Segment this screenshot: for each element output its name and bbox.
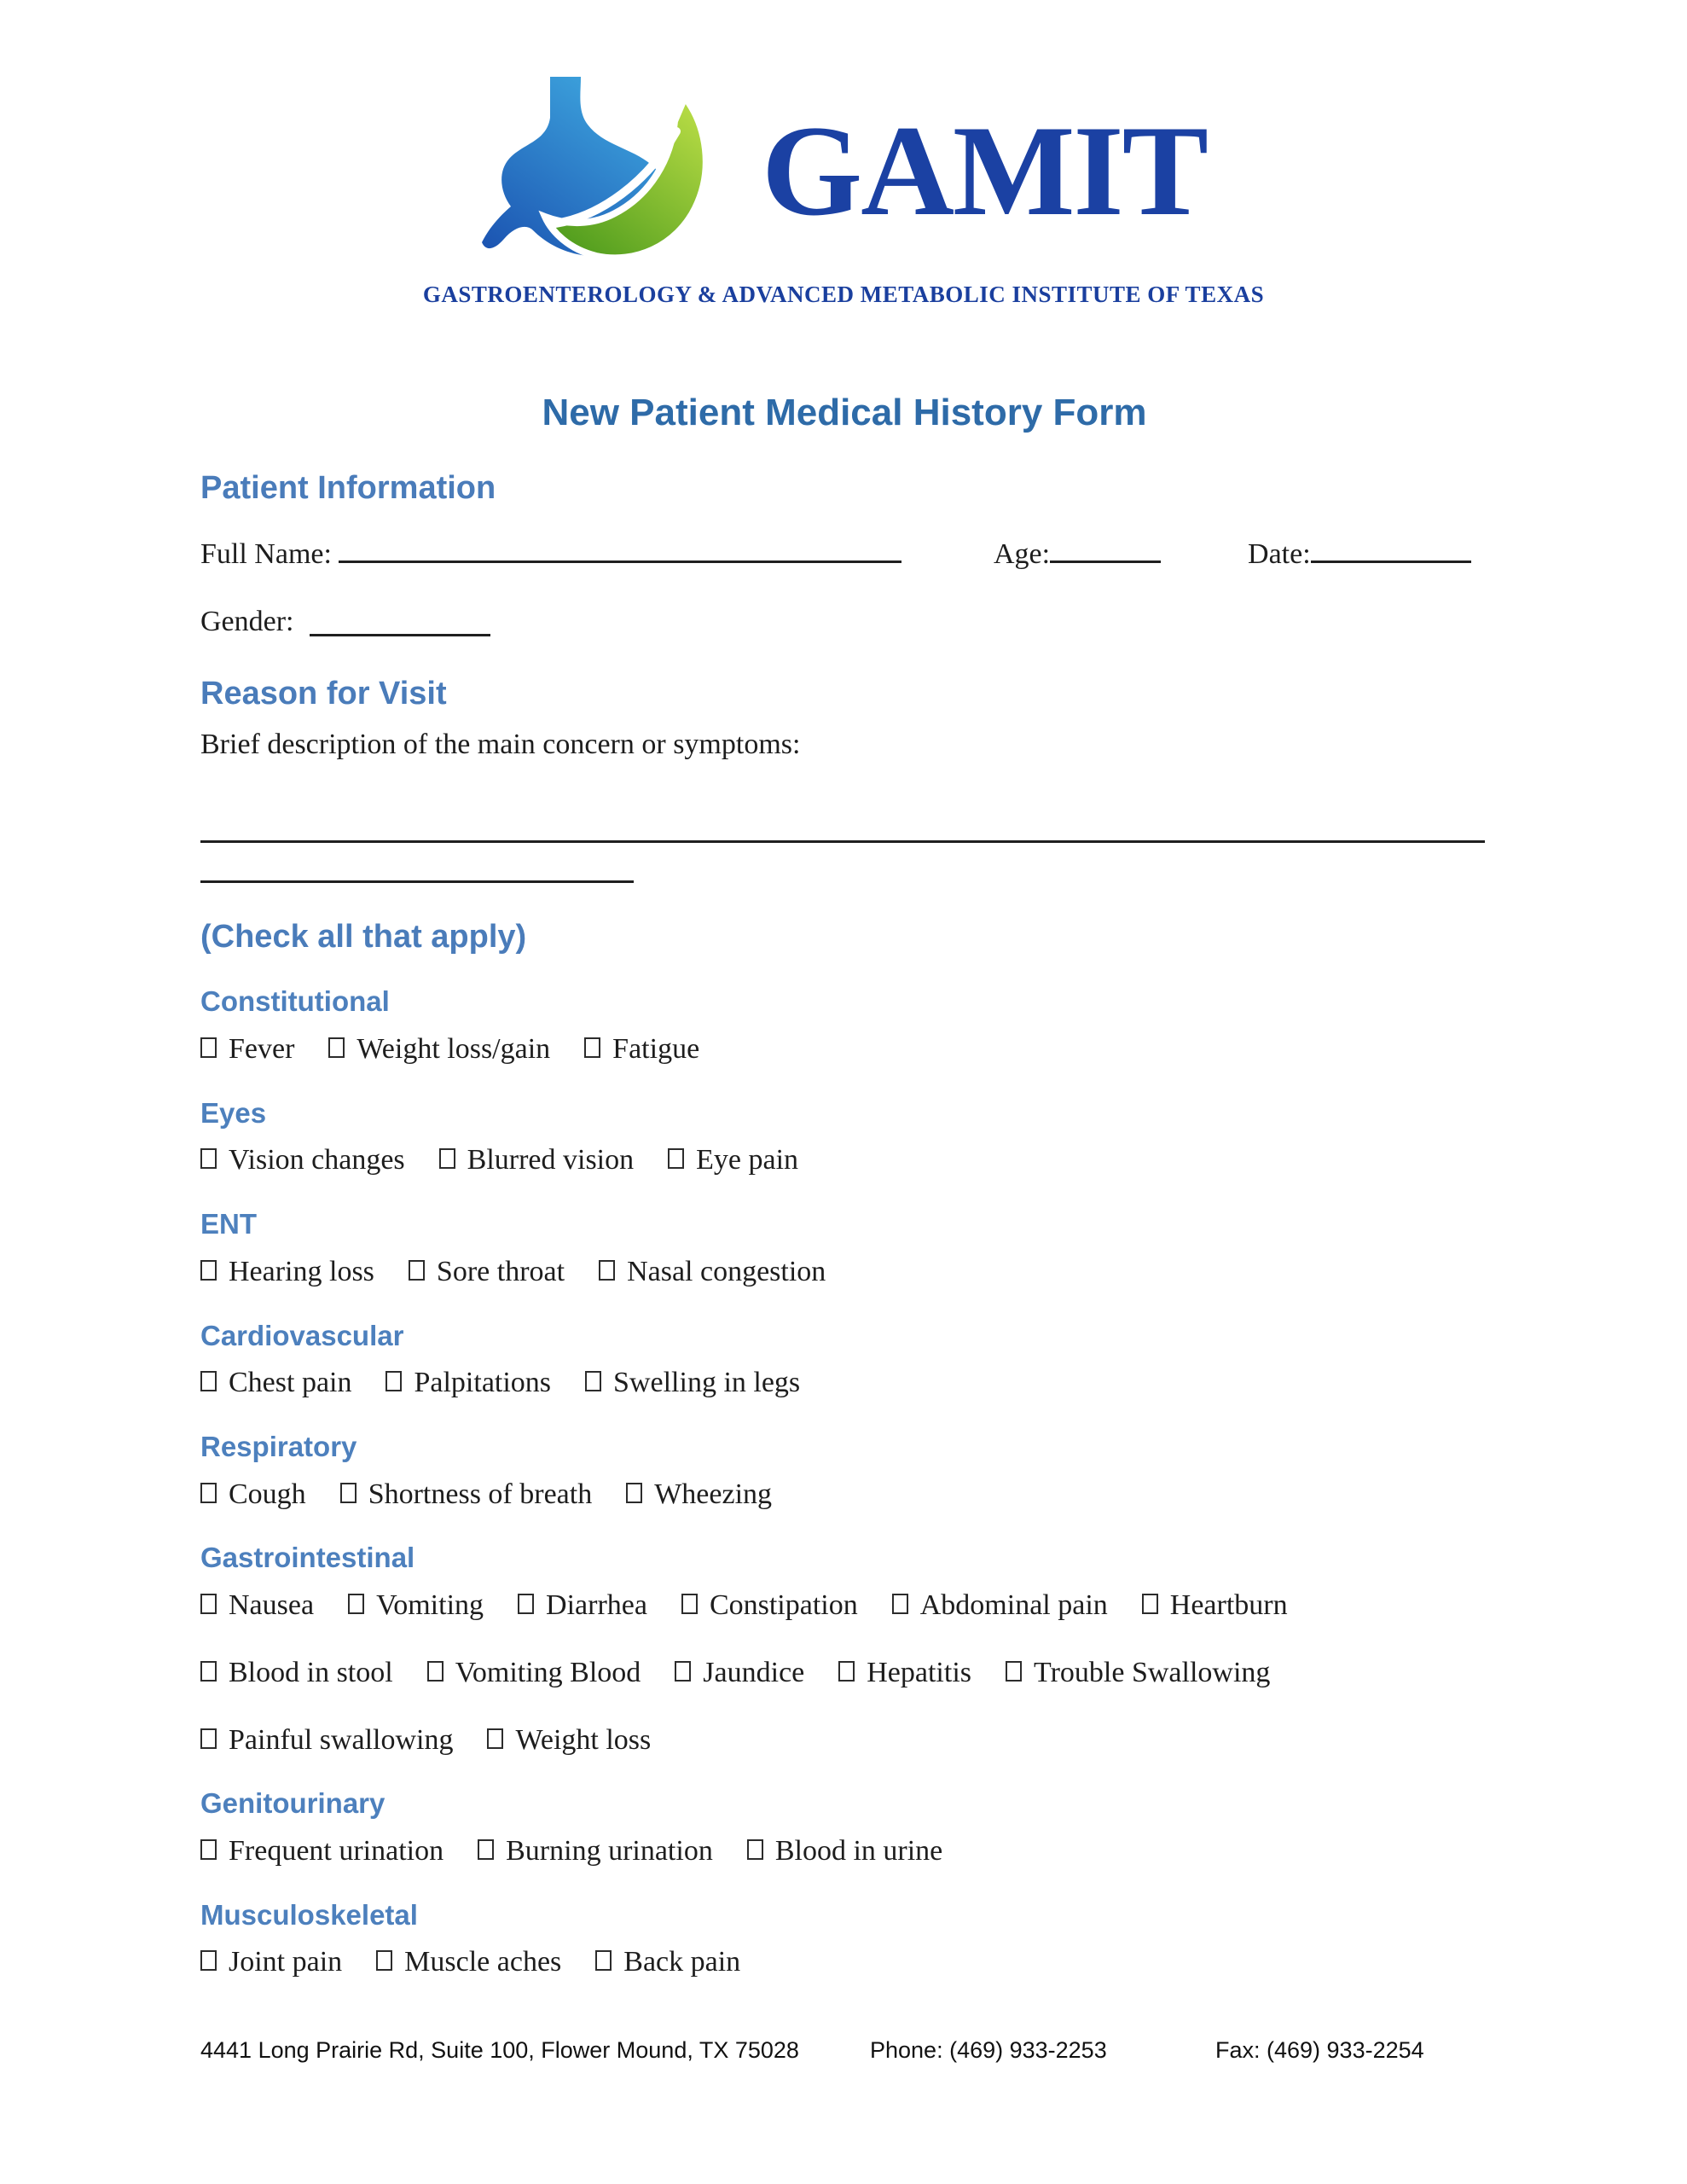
form-title: New Patient Medical History Form [542, 392, 1147, 433]
checkbox-item[interactable] [668, 1143, 798, 1178]
checkbox-label: Weight loss [515, 1723, 652, 1756]
checkbox-row [200, 1945, 1488, 1980]
checkbox-item[interactable] [340, 1478, 593, 1513]
symptom-section [200, 1898, 1488, 1980]
checkbox-item[interactable] [1142, 1589, 1288, 1623]
checkbox[interactable] [200, 1839, 217, 1860]
checkbox-label: Abdominal pain [919, 1589, 1108, 1621]
checkbox-item[interactable] [348, 1589, 484, 1623]
checkbox[interactable] [599, 1260, 615, 1281]
checkbox[interactable] [1006, 1661, 1022, 1682]
checkbox-item[interactable] [681, 1589, 858, 1623]
checkbox[interactable] [340, 1483, 357, 1503]
symptom-section-heading: ENT [200, 1208, 257, 1240]
checkbox-label: Vomiting Blood [455, 1656, 641, 1688]
logo-tagline: GASTROENTEROLOGY & ADVANCED METABOLIC INSTITUTE OF TEXAS [422, 282, 1265, 307]
checkbox-row [200, 1366, 1488, 1401]
symptom-section-heading: Respiratory [200, 1430, 357, 1462]
reason-prompt: Brief description of the main concern or symptoms: [200, 728, 801, 760]
checkbox-item[interactable] [585, 1366, 800, 1401]
checkbox[interactable] [200, 1037, 217, 1058]
checkbox-label: Wheezing [654, 1478, 773, 1510]
checkbox-item[interactable] [386, 1366, 551, 1401]
checkbox[interactable] [668, 1148, 684, 1169]
checkbox-label: Blurred vision [467, 1144, 635, 1176]
reason-write-line-1[interactable] [200, 840, 1485, 843]
checkbox-label: Vomiting [376, 1589, 484, 1621]
symptom-section [200, 985, 1488, 1066]
full-name-label: Full Name: [200, 538, 332, 570]
symptom-section [200, 1786, 1488, 1868]
clinic-logo [0, 0, 1687, 308]
checkbox-row [200, 1589, 1488, 1623]
checkbox[interactable] [200, 1661, 217, 1682]
checkbox[interactable] [409, 1260, 425, 1281]
checkbox-item[interactable] [675, 1656, 804, 1691]
checkbox-item[interactable] [518, 1589, 647, 1623]
reason-for-visit-heading: Reason for Visit [200, 675, 447, 712]
checkbox[interactable] [478, 1839, 494, 1860]
checkbox-item[interactable] [376, 1945, 561, 1980]
checkbox-label: Jaundice [703, 1656, 805, 1688]
checkbox[interactable] [487, 1728, 503, 1749]
checkbox-item[interactable] [200, 1366, 351, 1401]
symptom-section [200, 1319, 1488, 1401]
checkbox[interactable] [200, 1148, 217, 1169]
checkbox[interactable] [200, 1483, 217, 1503]
checkbox-label: Nasal congestion [627, 1255, 826, 1287]
symptom-section-heading: Eyes [200, 1096, 267, 1129]
checkbox-row [200, 1032, 1488, 1067]
checkbox-label: Palpitations [414, 1367, 552, 1399]
checkbox-label: Muscle aches [404, 1946, 562, 1978]
checkbox-label: Painful swallowing [229, 1723, 454, 1756]
checkbox-label: Joint pain [229, 1946, 343, 1978]
checkbox[interactable] [200, 1950, 217, 1971]
checkbox-label: Shortness of breath [368, 1478, 593, 1510]
checkbox-row [200, 1723, 1488, 1758]
checkbox-item[interactable] [200, 1945, 342, 1980]
checkbox-label: Fever [229, 1032, 295, 1065]
checkbox-item[interactable] [595, 1945, 740, 1980]
checkbox[interactable] [626, 1483, 642, 1503]
checkbox-label: Constipation [709, 1589, 858, 1621]
checkbox-label: Chest pain [229, 1367, 352, 1399]
checkbox[interactable] [200, 1594, 217, 1614]
checkbox[interactable] [1142, 1594, 1158, 1614]
checkbox-item[interactable] [478, 1834, 713, 1869]
checkbox[interactable] [675, 1661, 691, 1682]
name-age-date-row [200, 532, 1488, 572]
symptom-section [200, 1096, 1488, 1178]
checkbox-item[interactable] [200, 1656, 393, 1691]
checkbox-item[interactable] [626, 1478, 772, 1513]
checkbox-item[interactable] [409, 1255, 565, 1290]
checkbox-label: Heartburn [1169, 1589, 1288, 1621]
footer-address: 4441 Long Prairie Rd, Suite 100, Flower Mound, TX 75028 [200, 2037, 799, 2063]
symptom-section-heading: Constitutional [200, 985, 390, 1018]
checkbox-item[interactable] [439, 1143, 634, 1178]
checkbox-label: Weight loss/gain [357, 1032, 551, 1065]
date-field[interactable] [1311, 532, 1471, 563]
checkbox-item[interactable] [200, 1834, 443, 1869]
footer [200, 2037, 1488, 2071]
checkbox[interactable] [439, 1148, 455, 1169]
symptom-section [200, 1430, 1488, 1512]
stomach-leaf-icon [480, 73, 736, 268]
checkbox-label: Frequent urination [229, 1834, 444, 1867]
checkbox-item[interactable] [838, 1656, 971, 1691]
checkbox-label: Hepatitis [867, 1656, 972, 1688]
checkbox[interactable] [838, 1661, 855, 1682]
checkbox-label: Burning urination [506, 1834, 713, 1867]
checkbox-label: Sore throat [436, 1255, 565, 1287]
checkbox[interactable] [518, 1594, 534, 1614]
symptom-section [200, 1207, 1488, 1289]
checkbox-label: Back pain [623, 1946, 741, 1978]
checkbox-label: Swelling in legs [613, 1367, 801, 1399]
checkbox-label: Blood in stool [229, 1656, 393, 1688]
checkbox[interactable] [376, 1950, 392, 1971]
age-label: Age: [993, 538, 1051, 570]
checkbox-item[interactable] [200, 1255, 374, 1290]
checkbox-row [200, 1656, 1488, 1691]
footer-fax: Fax: (469) 933-2254 [1215, 2037, 1424, 2063]
checkbox-item[interactable] [487, 1723, 651, 1758]
checkbox-label: Diarrhea [546, 1589, 647, 1621]
symptom-sections [200, 985, 1488, 1980]
checkbox-item[interactable] [747, 1834, 942, 1869]
age-field[interactable] [1050, 532, 1161, 563]
patient-information-heading: Patient Information [200, 470, 496, 506]
checkbox[interactable] [386, 1371, 402, 1391]
checkbox-item[interactable] [599, 1255, 826, 1290]
checkbox-label: Cough [229, 1478, 306, 1510]
checkbox[interactable] [200, 1371, 217, 1391]
checkbox-item[interactable] [892, 1589, 1108, 1623]
checkbox-item[interactable] [200, 1032, 294, 1067]
checkbox[interactable] [584, 1037, 600, 1058]
symptom-section [200, 1541, 1488, 1757]
gender-row [200, 605, 1488, 640]
checkbox-label: Nausea [229, 1589, 315, 1621]
checkbox[interactable] [348, 1594, 364, 1614]
checkbox-item[interactable] [200, 1143, 405, 1178]
checkbox-item[interactable] [328, 1032, 550, 1067]
checkbox[interactable] [200, 1260, 217, 1281]
checkbox-item[interactable] [427, 1656, 641, 1691]
symptom-section-heading: Genitourinary [200, 1787, 386, 1820]
checkbox[interactable] [585, 1371, 601, 1391]
checkbox-row [200, 1255, 1488, 1290]
checkbox-label: Hearing loss [229, 1255, 374, 1287]
checkbox-item[interactable] [200, 1723, 453, 1758]
checkbox-label: Trouble Swallowing [1034, 1656, 1271, 1688]
symptom-section-heading: Cardiovascular [200, 1319, 404, 1351]
checkbox-item[interactable] [584, 1032, 699, 1067]
reason-write-line-2[interactable] [200, 880, 634, 883]
symptom-section-heading: Gastrointestinal [200, 1542, 415, 1574]
logo-wordmark: GAMIT [762, 99, 1207, 242]
checkbox[interactable] [200, 1728, 217, 1749]
checkbox-row [200, 1478, 1488, 1513]
gender-label: Gender: [200, 605, 294, 637]
checkbox-label: Eye pain [696, 1144, 799, 1176]
full-name-field[interactable] [339, 532, 901, 563]
symptom-section-heading: Musculoskeletal [200, 1898, 418, 1931]
checkbox-item[interactable] [200, 1589, 314, 1623]
checkbox-label: Vision changes [229, 1144, 405, 1176]
date-label: Date: [1248, 538, 1311, 570]
checkbox[interactable] [427, 1661, 443, 1682]
checkbox[interactable] [892, 1594, 908, 1614]
checkbox[interactable] [595, 1950, 612, 1971]
footer-phone: Phone: (469) 933-2253 [870, 2037, 1107, 2063]
checkbox-item[interactable] [200, 1478, 306, 1513]
checkbox-label: Blood in urine [774, 1834, 943, 1867]
checkbox-row [200, 1834, 1488, 1869]
checkbox[interactable] [681, 1594, 698, 1614]
checkbox-item[interactable] [1006, 1656, 1270, 1691]
gender-field[interactable] [310, 606, 490, 636]
checkbox-row [200, 1143, 1488, 1178]
check-all-heading: (Check all that apply) [200, 919, 527, 956]
checkbox-label: Fatigue [612, 1032, 700, 1065]
checkbox[interactable] [747, 1839, 763, 1860]
checkbox[interactable] [328, 1037, 345, 1058]
